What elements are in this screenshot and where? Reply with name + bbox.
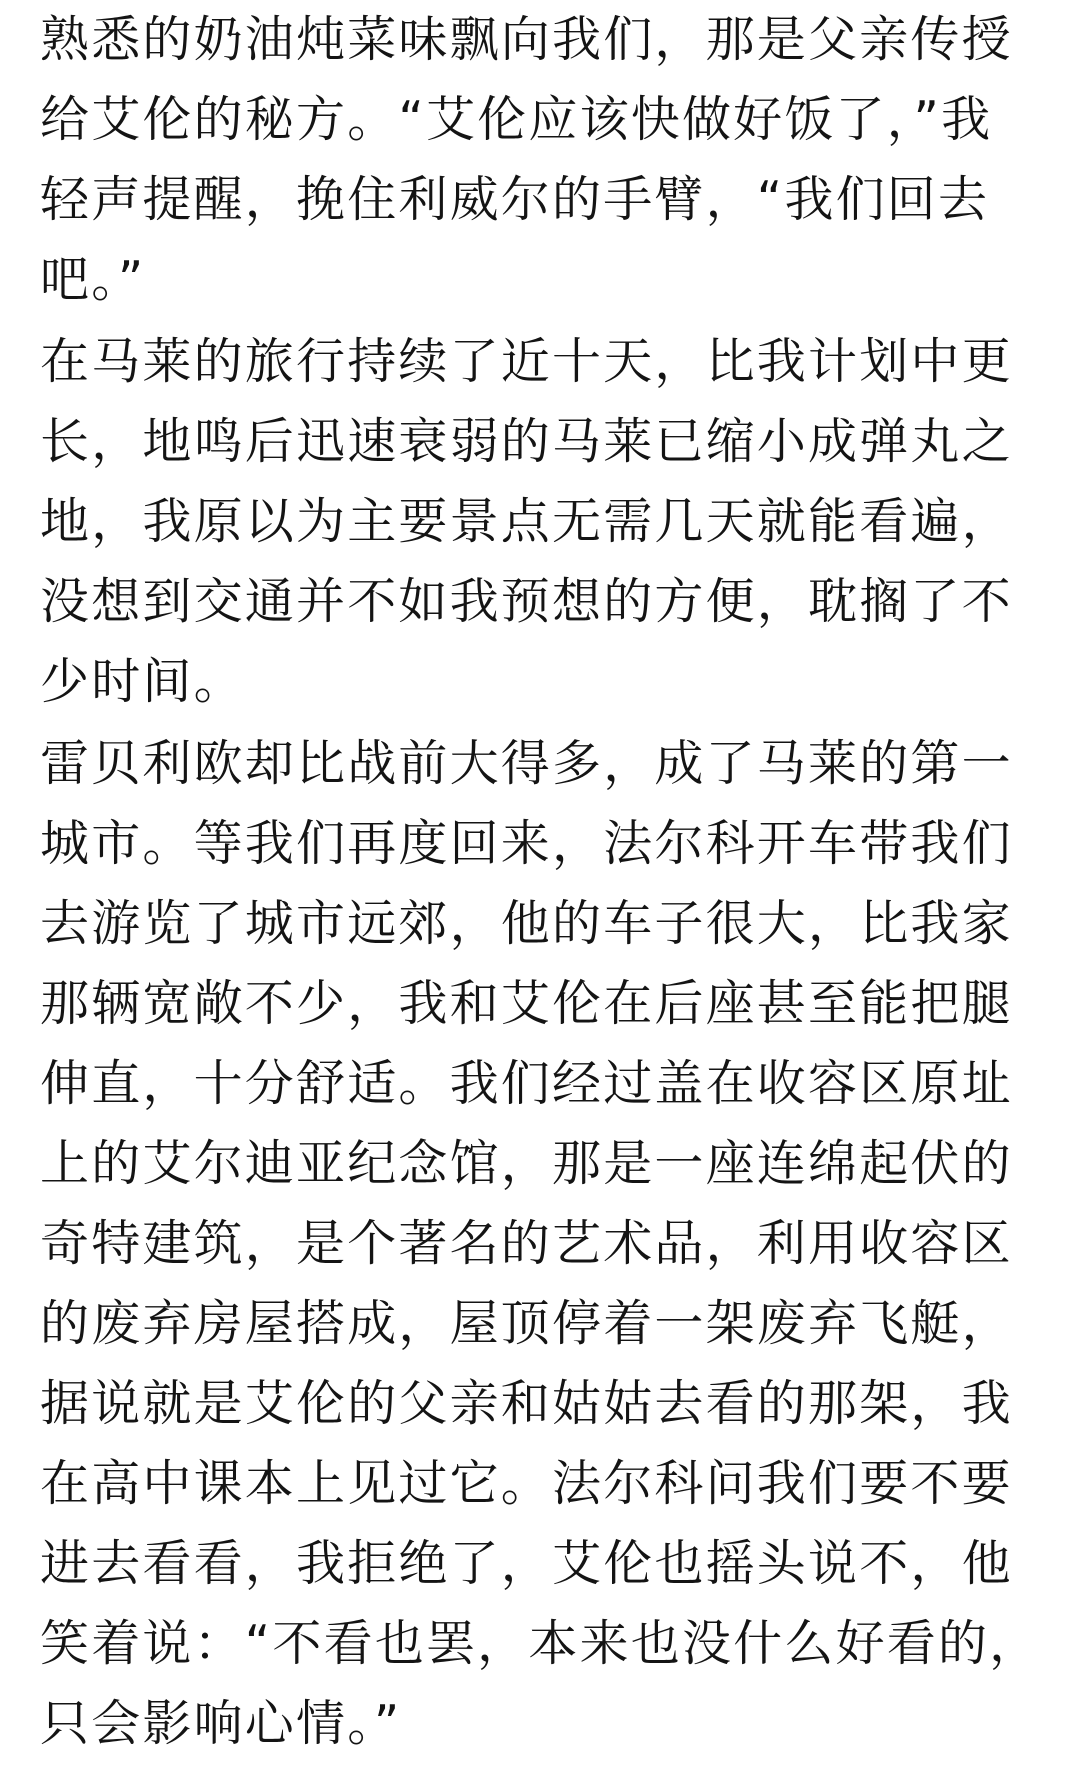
paragraph-3 <box>40 724 1040 1764</box>
text-line: 给艾伦的秘方。“艾伦应该快做好饭了，”我 <box>40 91 993 148</box>
text-line: 进去看看，我拒绝了，艾伦也摇头说不，他 <box>40 1535 1013 1592</box>
text-line: 去游览了城市远郊，他的车子很大，比我家 <box>40 895 1013 952</box>
paragraph-1 <box>40 0 1013 320</box>
text-line: 的废弃房屋搭成，屋顶停着一架废弃飞艇， <box>40 1295 1013 1352</box>
text-line: 只会影响心情。” <box>40 1695 402 1752</box>
text-line: 熟悉的奶油炖菜味飘向我们，那是父亲传授 <box>40 11 1013 68</box>
text-line: 地，我原以为主要景点无需几天就能看遍， <box>40 493 1013 550</box>
text-line: 笑着说：“不看也罢，本来也没什么好看的， <box>40 1615 1041 1672</box>
text-line: 据说就是艾伦的父亲和姑姑去看的那架，我 <box>40 1375 1013 1432</box>
text-line: 上的艾尔迪亚纪念馆，那是一座连绵起伏的 <box>40 1135 1013 1192</box>
text-line: 伸直，十分舒适。我们经过盖在收容区原址 <box>40 1055 1013 1112</box>
paragraph-2 <box>40 322 1013 722</box>
text-line: 轻声提醒，挽住利威尔的手臂，“我们回去 <box>40 171 990 228</box>
text-line: 少时间。 <box>40 653 245 710</box>
text-line: 在马莱的旅行持续了近十天，比我计划中更 <box>40 333 1013 390</box>
text-line: 在高中课本上见过它。法尔科问我们要不要 <box>40 1455 1013 1512</box>
text-line: 奇特建筑，是个著名的艺术品，利用收容区 <box>40 1215 1013 1272</box>
text-line: 没想到交通并不如我预想的方便，耽搁了不 <box>40 573 1013 630</box>
text-line: 吧。” <box>40 251 146 308</box>
text-line: 城市。等我们再度回来，法尔科开车带我们 <box>40 815 1013 872</box>
text-line: 雷贝利欧却比战前大得多，成了马莱的第一 <box>40 735 1013 792</box>
text-line: 那辆宽敞不少，我和艾伦在后座甚至能把腿 <box>40 975 1013 1032</box>
text-line: 长，地鸣后迅速衰弱的马莱已缩小成弹丸之 <box>40 413 1013 470</box>
